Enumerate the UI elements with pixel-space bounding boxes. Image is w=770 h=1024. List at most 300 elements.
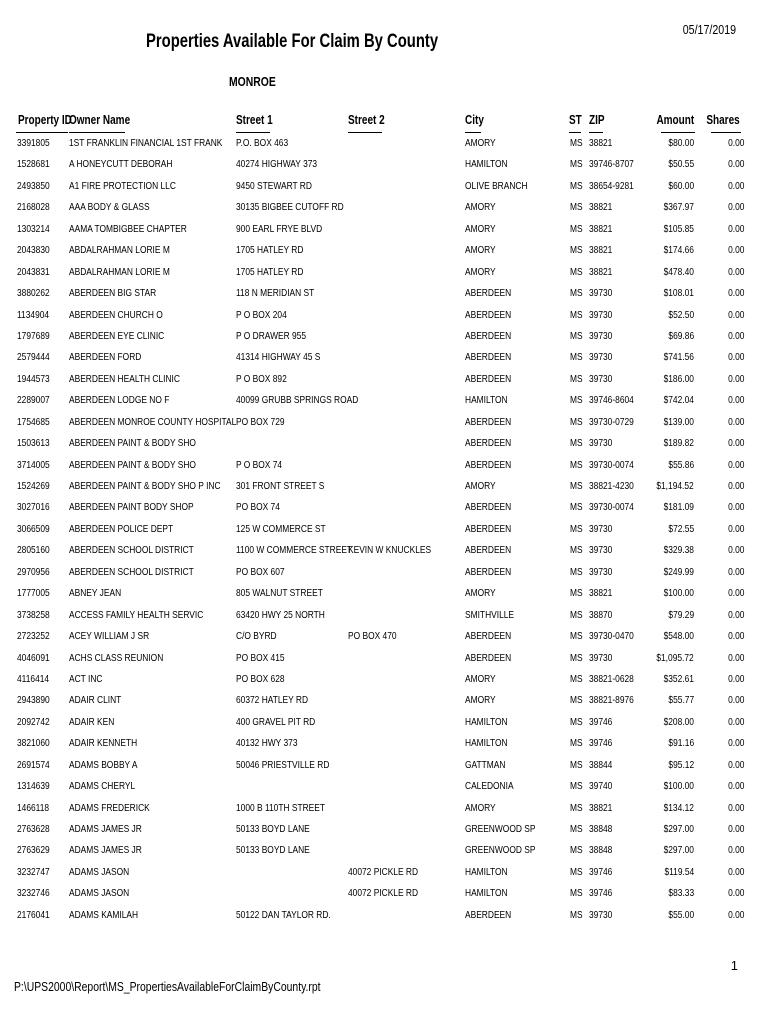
cell-owner-name: ABERDEEN PAINT BODY SHOP	[69, 501, 194, 514]
cell-zip: 38821	[589, 137, 613, 149]
cell-zip: 38844	[589, 758, 613, 771]
cell-zip: 39746-8707	[589, 158, 634, 171]
cell-city: ABERDEEN	[465, 522, 512, 535]
cell-street1: 50122 DAN TAYLOR RD.	[236, 908, 331, 921]
cell-property-id: 2763629	[17, 844, 50, 857]
cell-city: AMORY	[465, 672, 496, 685]
cell-street1: PO BOX 415	[236, 651, 285, 664]
cell-property-id: 2805160	[17, 544, 50, 557]
table-row	[0, 241, 770, 262]
page-number: 1	[730, 958, 738, 973]
col-street2: Street 2	[348, 113, 385, 127]
cell-owner-name: ABDALRAHMAN LORIE M	[69, 244, 170, 257]
table-row	[0, 434, 770, 455]
table-row	[0, 627, 770, 648]
cell-city: HAMILTON	[465, 887, 508, 900]
cell-st: MS	[570, 137, 583, 149]
cell-st: MS	[570, 287, 583, 300]
cell-zip: 39730	[589, 522, 613, 535]
cell-st: MS	[570, 865, 583, 878]
cell-st: MS	[570, 737, 583, 750]
cell-st: MS	[570, 908, 583, 921]
cell-city: HAMILTON	[465, 394, 508, 407]
cell-st: MS	[570, 501, 583, 514]
cell-amount: $1,194.52	[656, 480, 694, 492]
cell-zip: 39746	[589, 865, 613, 878]
cell-zip: 39730-0074	[589, 501, 634, 514]
cell-shares: 0.00	[727, 587, 744, 600]
cell-street1: PO BOX 607	[236, 565, 285, 578]
table-row	[0, 713, 770, 734]
cell-city: ABERDEEN	[465, 651, 512, 664]
cell-shares: 0.00	[727, 565, 744, 578]
table-row	[0, 520, 770, 541]
cell-zip: 39730	[589, 437, 613, 450]
cell-property-id: 1777005	[17, 587, 50, 600]
header-underline	[711, 132, 741, 133]
table-row	[0, 327, 770, 348]
cell-street1: 125 W COMMERCE ST	[236, 522, 326, 535]
col-owner-name: Owner Name	[69, 113, 131, 127]
cell-property-id: 3232747	[17, 865, 50, 878]
cell-shares: 0.00	[727, 823, 744, 835]
cell-owner-name: ADAMS KAMILAH	[69, 908, 139, 921]
cell-zip: 39730	[589, 565, 613, 578]
cell-property-id: 3232746	[17, 887, 50, 900]
cell-shares: 0.00	[727, 158, 744, 171]
col-city: City	[465, 113, 484, 127]
cell-shares: 0.00	[727, 544, 744, 557]
report-date: 05/17/2019	[682, 22, 736, 37]
table-row	[0, 284, 770, 305]
cell-street1: 1705 HATLEY RD	[236, 244, 304, 257]
cell-street1: 1100 W COMMERCE STREET	[236, 544, 353, 557]
cell-owner-name: ABERDEEN LODGE NO F	[69, 394, 170, 407]
cell-zip: 39730-0074	[589, 458, 634, 471]
table-row	[0, 734, 770, 755]
cell-street1: 805 WALNUT STREET	[236, 587, 323, 600]
cell-property-id: 4116414	[17, 672, 50, 685]
cell-property-id: 1528681	[17, 158, 50, 171]
cell-city: ABERDEEN	[465, 308, 512, 321]
cell-st: MS	[570, 351, 583, 364]
cell-street1: 9450 STEWART RD	[236, 179, 312, 192]
cell-st: MS	[570, 801, 583, 814]
table-row	[0, 799, 770, 820]
cell-property-id: 2043830	[17, 244, 50, 257]
cell-amount: $134.12	[663, 801, 694, 814]
cell-shares: 0.00	[727, 287, 744, 300]
cell-property-id: 1754685	[17, 415, 50, 428]
cell-city: HAMILTON	[465, 158, 508, 171]
cell-property-id: 2043831	[17, 265, 50, 278]
cell-owner-name: ABERDEEN MONROE COUNTY HOSPITAL	[69, 415, 237, 428]
cell-owner-name: ADAMS BOBBY A	[69, 758, 138, 771]
cell-city: ABERDEEN	[465, 437, 512, 450]
cell-owner-name: AAA BODY & GLASS	[69, 201, 150, 214]
cell-street1: 1000 B 110TH STREET	[236, 801, 326, 814]
cell-city: ABERDEEN	[465, 565, 512, 578]
cell-owner-name: ABERDEEN FORD	[69, 351, 142, 364]
cell-zip: 38654-9281	[589, 179, 634, 192]
cell-st: MS	[570, 158, 583, 171]
cell-shares: 0.00	[727, 329, 744, 342]
cell-shares: 0.00	[727, 480, 744, 492]
table-row	[0, 584, 770, 605]
cell-owner-name: A HONEYCUTT DEBORAH	[69, 158, 173, 171]
col-zip: ZIP	[589, 113, 605, 127]
cell-amount: $72.55	[668, 522, 694, 535]
cell-shares: 0.00	[727, 608, 744, 621]
cell-amount: $69.86	[668, 329, 694, 342]
cell-zip: 38848	[589, 823, 613, 835]
cell-st: MS	[570, 651, 583, 664]
cell-amount: $548.00	[663, 630, 694, 643]
cell-street1: PO BOX 74	[236, 501, 280, 514]
cell-amount: $91.16	[668, 737, 694, 750]
cell-amount: $108.01	[663, 287, 694, 300]
cell-owner-name: 1ST FRANKLIN FINANCIAL 1ST FRANK	[69, 137, 223, 149]
cell-street1: 50133 BOYD LANE	[236, 844, 310, 857]
cell-city: ABERDEEN	[465, 351, 512, 364]
cell-st: MS	[570, 522, 583, 535]
cell-st: MS	[570, 587, 583, 600]
cell-shares: 0.00	[727, 201, 744, 214]
table-row	[0, 456, 770, 477]
cell-city: GREENWOOD SP	[465, 844, 536, 857]
cell-zip: 38821	[589, 201, 613, 214]
cell-st: MS	[570, 608, 583, 621]
cell-zip: 38848	[589, 844, 613, 857]
cell-street1: 40132 HWY 373	[236, 737, 298, 750]
cell-st: MS	[570, 715, 583, 728]
cell-amount: $83.33	[668, 887, 694, 900]
cell-city: HAMILTON	[465, 737, 508, 750]
col-shares: Shares	[706, 113, 740, 127]
header-underline	[569, 132, 581, 133]
table-row	[0, 563, 770, 584]
cell-street1: P O BOX 204	[236, 308, 287, 321]
cell-property-id: 3880262	[17, 287, 50, 300]
cell-shares: 0.00	[727, 458, 744, 471]
cell-st: MS	[570, 844, 583, 857]
col-property-id: Property ID	[18, 113, 72, 127]
cell-shares: 0.00	[727, 308, 744, 321]
cell-owner-name: ABERDEEN POLICE DEPT	[69, 522, 174, 535]
cell-property-id: 3066509	[17, 522, 50, 535]
cell-amount: $741.56	[663, 351, 694, 364]
cell-zip: 39730	[589, 544, 613, 557]
cell-st: MS	[570, 758, 583, 771]
cell-owner-name: ADAMS JAMES JR	[69, 844, 142, 857]
cell-city: ABERDEEN	[465, 287, 512, 300]
cell-zip: 39730	[589, 329, 613, 342]
cell-st: MS	[570, 672, 583, 685]
cell-owner-name: ABNEY JEAN	[69, 587, 122, 600]
cell-street1: 40099 GRUBB SPRINGS ROAD	[236, 394, 359, 407]
cell-street2: 40072 PICKLE RD	[348, 887, 419, 900]
cell-zip: 39730	[589, 372, 613, 385]
cell-st: MS	[570, 694, 583, 707]
cell-amount: $105.85	[663, 222, 694, 235]
table-row	[0, 263, 770, 284]
cell-st: MS	[570, 458, 583, 471]
header-underline	[236, 132, 270, 133]
cell-zip: 38821	[589, 587, 613, 600]
cell-amount: $181.09	[663, 501, 694, 514]
cell-owner-name: ACEY WILLIAM J SR	[69, 630, 150, 643]
table-row	[0, 756, 770, 777]
cell-owner-name: ADAMS CHERYL	[69, 780, 136, 793]
cell-zip: 38821-8976	[589, 694, 634, 707]
cell-property-id: 1944573	[17, 372, 50, 385]
cell-owner-name: ABERDEEN PAINT & BODY SHO	[69, 437, 196, 450]
cell-property-id: 2943890	[17, 694, 50, 707]
cell-property-id: 2289007	[17, 394, 50, 407]
cell-owner-name: ADAMS JASON	[69, 865, 130, 878]
cell-zip: 38821	[589, 265, 613, 278]
cell-owner-name: ABERDEEN HEALTH CLINIC	[69, 372, 180, 385]
cell-owner-name: ABERDEEN CHURCH O	[69, 308, 163, 321]
cell-shares: 0.00	[727, 737, 744, 750]
table-row	[0, 477, 770, 498]
report-title: Properties Available For Claim By County	[146, 31, 439, 52]
cell-city: ABERDEEN	[465, 908, 512, 921]
cell-property-id: 3027016	[17, 501, 50, 514]
cell-city: ABERDEEN	[465, 415, 512, 428]
table-row	[0, 155, 770, 176]
table-row	[0, 649, 770, 670]
cell-owner-name: ACCESS FAMILY HEALTH SERVIC	[69, 608, 204, 621]
cell-zip: 38821	[589, 244, 613, 257]
cell-property-id: 3391805	[17, 137, 50, 149]
table-row	[0, 541, 770, 562]
cell-zip: 39730-0729	[589, 415, 634, 428]
cell-property-id: 4046091	[17, 651, 50, 664]
cell-shares: 0.00	[727, 715, 744, 728]
cell-property-id: 1797689	[17, 329, 50, 342]
table-row	[0, 391, 770, 412]
cell-amount: $55.86	[668, 458, 694, 471]
cell-shares: 0.00	[727, 801, 744, 814]
cell-property-id: 1503613	[17, 437, 50, 450]
cell-street1: 60372 HATLEY RD	[236, 694, 309, 707]
cell-amount: $352.61	[663, 672, 694, 685]
cell-city: AMORY	[465, 244, 496, 257]
cell-st: MS	[570, 222, 583, 235]
cell-shares: 0.00	[727, 415, 744, 428]
cell-property-id: 2168028	[17, 201, 50, 214]
cell-property-id: 1466118	[17, 801, 50, 814]
cell-amount: $478.40	[663, 265, 694, 278]
cell-st: MS	[570, 480, 583, 492]
cell-street1: C/O BYRD	[236, 630, 277, 643]
cell-zip: 38821	[589, 801, 613, 814]
cell-st: MS	[570, 308, 583, 321]
cell-city: HAMILTON	[465, 715, 508, 728]
cell-city: ABERDEEN	[465, 501, 512, 514]
cell-zip: 39746	[589, 887, 613, 900]
cell-zip: 38821-0628	[589, 672, 634, 685]
cell-owner-name: ABERDEEN PAINT & BODY SHO P INC	[69, 480, 221, 492]
cell-street1: 400 GRAVEL PIT RD	[236, 715, 316, 728]
cell-shares: 0.00	[727, 844, 744, 857]
table-row	[0, 884, 770, 905]
cell-zip: 39746	[589, 715, 613, 728]
cell-street1: P.O. BOX 463	[236, 137, 289, 149]
cell-st: MS	[570, 415, 583, 428]
table-row	[0, 370, 770, 391]
cell-shares: 0.00	[727, 179, 744, 192]
cell-st: MS	[570, 394, 583, 407]
property-table	[0, 134, 770, 927]
cell-amount: $52.50	[668, 308, 694, 321]
cell-amount: $79.29	[668, 608, 694, 621]
cell-amount: $139.00	[663, 415, 694, 428]
table-row	[0, 306, 770, 327]
cell-shares: 0.00	[727, 887, 744, 900]
cell-shares: 0.00	[727, 501, 744, 514]
col-amount: Amount	[656, 113, 694, 127]
header-underline	[589, 132, 603, 133]
cell-st: MS	[570, 630, 583, 643]
cell-street1: 50133 BOYD LANE	[236, 823, 310, 835]
cell-st: MS	[570, 244, 583, 257]
table-row	[0, 691, 770, 712]
footer-path: P:\UPS2000\Report\MS_PropertiesAvailableForClaimByCounty.rpt	[14, 979, 321, 994]
cell-amount: $174.66	[663, 244, 694, 257]
cell-street2: KEVIN W KNUCKLES	[348, 544, 432, 557]
cell-owner-name: ABERDEEN SCHOOL DISTRICT	[69, 565, 194, 578]
cell-zip: 39730	[589, 308, 613, 321]
cell-st: MS	[570, 780, 583, 793]
cell-property-id: 2970956	[17, 565, 50, 578]
cell-zip: 38821	[589, 222, 613, 235]
cell-shares: 0.00	[727, 758, 744, 771]
cell-zip: 39730	[589, 287, 613, 300]
cell-zip: 39730	[589, 651, 613, 664]
cell-city: GATTMAN	[465, 758, 506, 771]
cell-amount: $55.00	[668, 908, 694, 921]
cell-zip: 39730	[589, 351, 613, 364]
cell-city: AMORY	[465, 801, 496, 814]
cell-owner-name: ADAIR CLINT	[69, 694, 122, 707]
cell-st: MS	[570, 372, 583, 385]
header-underline	[465, 132, 481, 133]
county-name: MONROE	[229, 74, 276, 89]
table-row	[0, 348, 770, 369]
cell-property-id: 2763628	[17, 823, 50, 835]
cell-shares: 0.00	[727, 137, 744, 149]
cell-street1: 30135 BIGBEE CUTOFF RD	[236, 201, 344, 214]
cell-owner-name: ADAMS JAMES JR	[69, 823, 142, 835]
cell-st: MS	[570, 179, 583, 192]
header-underline	[661, 132, 695, 133]
cell-amount: $119.54	[664, 865, 694, 878]
cell-city: AMORY	[465, 480, 496, 492]
cell-owner-name: ACHS CLASS REUNION	[69, 651, 164, 664]
table-row	[0, 670, 770, 691]
cell-street2: 40072 PICKLE RD	[348, 865, 419, 878]
cell-city: AMORY	[465, 694, 496, 707]
cell-amount: $329.38	[663, 544, 694, 557]
cell-amount: $100.00	[663, 780, 694, 793]
cell-property-id: 2723252	[17, 630, 50, 643]
cell-city: HAMILTON	[465, 865, 508, 878]
cell-street1: P O DRAWER 955	[236, 329, 307, 342]
cell-owner-name: ADAMS FREDERICK	[69, 801, 150, 814]
table-row	[0, 498, 770, 519]
cell-street1: PO BOX 628	[236, 672, 285, 685]
cell-street1: 1705 HATLEY RD	[236, 265, 304, 278]
header-underline	[69, 132, 125, 133]
cell-st: MS	[570, 565, 583, 578]
cell-amount: $60.00	[668, 179, 694, 192]
cell-street1: 40274 HIGHWAY 373	[236, 158, 318, 171]
cell-amount: $80.00	[668, 137, 694, 149]
cell-city: AMORY	[465, 265, 496, 278]
cell-street1: 50046 PRIESTVILLE RD	[236, 758, 330, 771]
cell-amount: $95.12	[668, 758, 694, 771]
cell-st: MS	[570, 265, 583, 278]
cell-zip: 38870	[589, 608, 613, 621]
cell-amount: $189.82	[663, 437, 694, 450]
cell-street1: 301 FRONT STREET S	[236, 480, 325, 492]
cell-amount: $1,095.72	[656, 651, 694, 664]
cell-st: MS	[570, 329, 583, 342]
cell-city: ABERDEEN	[465, 329, 512, 342]
cell-amount: $249.99	[663, 565, 694, 578]
cell-street1: 118 N MERIDIAN ST	[236, 287, 315, 300]
cell-property-id: 3821060	[17, 737, 50, 750]
cell-street1: 41314 HIGHWAY 45 S	[236, 351, 321, 364]
cell-shares: 0.00	[727, 244, 744, 257]
cell-shares: 0.00	[727, 630, 744, 643]
cell-property-id: 3714005	[17, 458, 50, 471]
cell-zip: 39730	[589, 908, 613, 921]
cell-street1: 63420 HWY 25 NORTH	[236, 608, 325, 621]
cell-city: ABERDEEN	[465, 458, 512, 471]
cell-zip: 39746	[589, 737, 613, 750]
table-row	[0, 177, 770, 198]
cell-property-id: 1134904	[17, 308, 50, 321]
table-row	[0, 820, 770, 841]
table-row	[0, 841, 770, 862]
cell-street1: P O BOX 892	[236, 372, 287, 385]
table-row	[0, 198, 770, 219]
cell-city: ABERDEEN	[465, 544, 512, 557]
table-row	[0, 413, 770, 434]
cell-shares: 0.00	[727, 351, 744, 364]
table-row	[0, 777, 770, 798]
cell-shares: 0.00	[727, 222, 744, 235]
cell-city: AMORY	[465, 137, 496, 149]
cell-city: CALEDONIA	[465, 780, 514, 793]
header-underline	[16, 132, 68, 133]
cell-shares: 0.00	[727, 651, 744, 664]
col-st: ST	[569, 113, 582, 127]
cell-amount: $208.00	[663, 715, 694, 728]
table-row	[0, 906, 770, 927]
cell-amount: $297.00	[663, 844, 694, 857]
col-street1: Street 1	[236, 113, 273, 127]
cell-owner-name: ACT INC	[69, 672, 103, 685]
cell-owner-name: ADAIR KENNETH	[69, 737, 138, 750]
cell-property-id: 2691574	[17, 758, 50, 771]
cell-zip: 39740	[589, 780, 613, 793]
cell-st: MS	[570, 201, 583, 214]
cell-amount: $100.00	[663, 587, 694, 600]
